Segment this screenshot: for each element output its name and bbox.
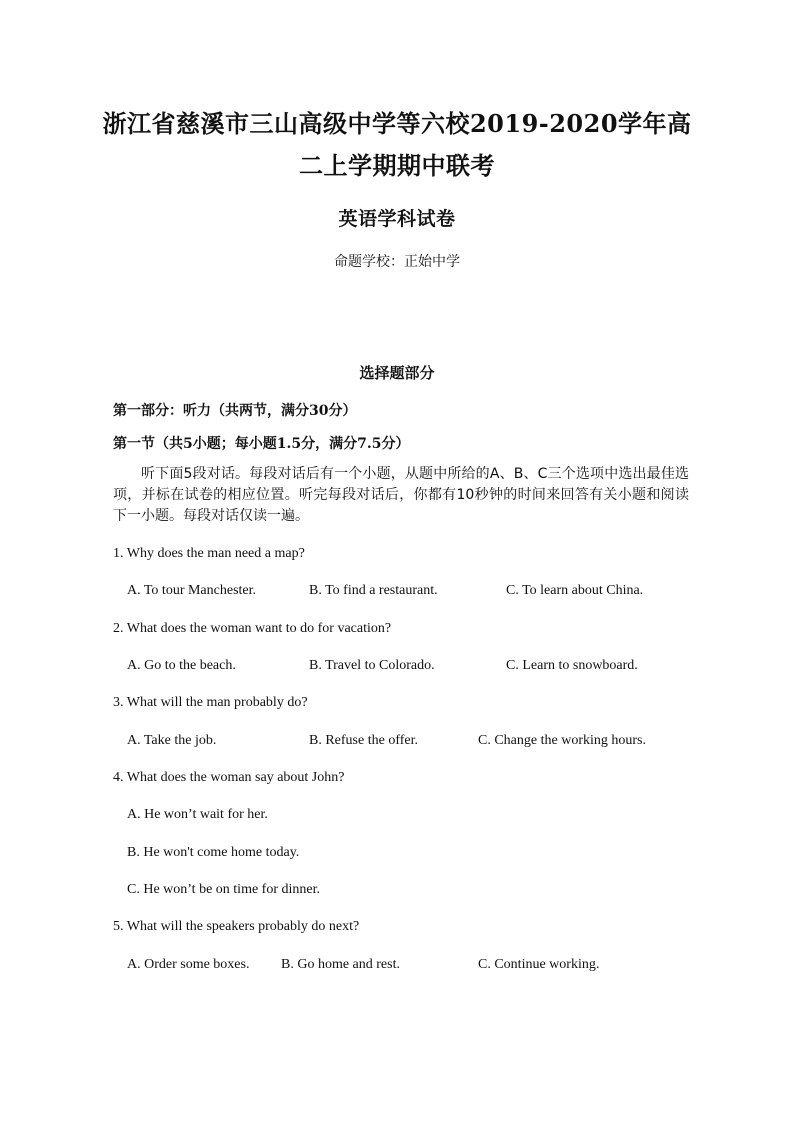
question-4-option-a: A. He won’t wait for her.: [127, 807, 268, 822]
question-5-option-a: A. Order some boxes.: [127, 957, 250, 972]
document-subtitle: 英语学科试卷: [338, 208, 456, 230]
question-3-option-c: C. Change the working hours.: [478, 733, 646, 748]
question-3: 3. What will the man probably do?: [113, 695, 308, 710]
document-title-line2: 二上学期期中联考: [299, 151, 495, 180]
section-heading: 选择题部分: [359, 364, 435, 382]
question-2-option-a: A. Go to the beach.: [127, 658, 236, 673]
instructions-paragraph: 听下面5段对话。每段对话后有一个小题，从题中所给的A、B、C三个选项中选出最佳选项，并标在试卷的相应位置。听完每段对话后，你都有10秒钟的时间来回答有关小题和阅读下一小题。每段对话仅读一遍。: [113, 466, 689, 524]
question-5-option-b: B. Go home and rest.: [281, 957, 400, 972]
question-3-option-a: A. Take the job.: [127, 733, 217, 748]
question-4-option-b: B. He won't come home today.: [127, 845, 300, 860]
question-2-option-c: C. Learn to snowboard.: [506, 658, 638, 673]
question-5-option-c: C. Continue working.: [478, 957, 600, 972]
question-3-option-b: B. Refuse the offer.: [309, 733, 418, 748]
question-1-option-c: C. To learn about China.: [506, 583, 644, 598]
document-title-line1: 浙江省慈溪市三山高级中学等六校2019-2020学年高: [102, 109, 692, 138]
question-4: 4. What does the woman say about John?: [113, 770, 345, 785]
part1-section1-heading: 第一节（共5小题；每小题1.5分，满分7.5分）: [113, 436, 410, 452]
question-1: 1. Why does the man need a map?: [113, 546, 305, 561]
question-4-option-c: C. He won’t be on time for dinner.: [127, 882, 320, 897]
school-line: 命题学校：正始中学: [334, 254, 460, 270]
question-5: 5. What will the speakers probably do next?: [113, 919, 360, 934]
question-1-option-a: A. To tour Manchester.: [127, 583, 257, 598]
question-2-option-b: B. Travel to Colorado.: [309, 658, 435, 673]
question-1-option-b: B. To find a restaurant.: [309, 583, 438, 598]
part1-heading: 第一部分：听力（共两节，满分30分）: [113, 403, 357, 419]
question-2: 2. What does the woman want to do for vacation?: [113, 621, 392, 636]
